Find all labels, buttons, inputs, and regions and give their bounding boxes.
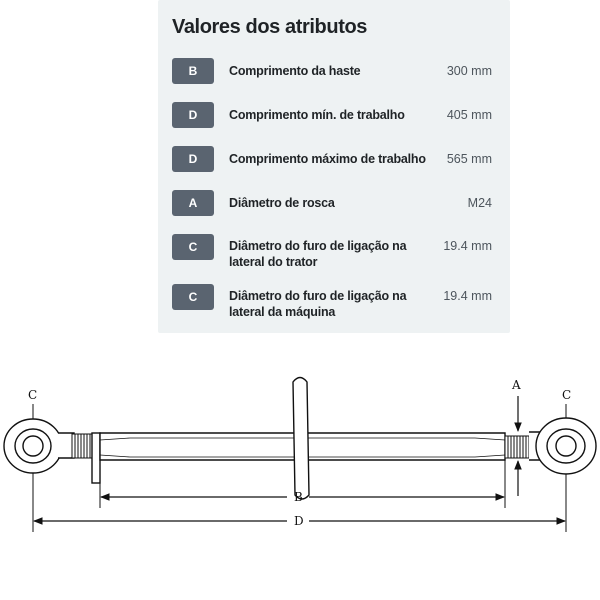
attribute-values-title: Valores dos atributos [172, 16, 367, 38]
left-ball-joint [4, 419, 74, 473]
right-ball-joint [529, 418, 596, 474]
attribute-name: Diâmetro de rosca [229, 196, 335, 210]
label-c-left: C [28, 388, 38, 402]
attribute-name: Comprimento mín. de trabalho [229, 108, 405, 122]
attribute-value: 565 mm [446, 152, 492, 166]
right-thread [505, 436, 529, 458]
label-d: D [294, 514, 304, 528]
attribute-badge: A [172, 190, 214, 216]
left-lock-nut [92, 433, 100, 483]
attribute-name: Comprimento da haste [229, 64, 361, 78]
handle [293, 378, 309, 500]
attribute-value: 405 mm [446, 108, 492, 122]
label-b: B [294, 490, 303, 504]
label-c-right: C [562, 388, 572, 402]
attribute-badge: D [172, 102, 214, 128]
attribute-value: 19.4 mm [443, 289, 492, 303]
left-thread [72, 434, 94, 458]
attribute-name: Diâmetro do furo de ligação na lateral do trator [229, 239, 407, 269]
attribute-badge: C [172, 234, 214, 260]
attribute-value: 300 mm [446, 64, 492, 78]
attribute-values-card [158, 0, 510, 333]
attribute-value: 19.4 mm [443, 239, 492, 253]
attribute-badge: B [172, 58, 214, 84]
attribute-name: Comprimento máximo de trabalho [229, 152, 426, 166]
attribute-name: Diâmetro do furo de ligação na lateral da máquina [229, 289, 407, 319]
top-link-diagram [0, 360, 600, 600]
attribute-badge: D [172, 146, 214, 172]
label-a: A [512, 378, 521, 392]
attribute-badge: C [172, 284, 214, 310]
attribute-value: M24 [467, 196, 492, 210]
